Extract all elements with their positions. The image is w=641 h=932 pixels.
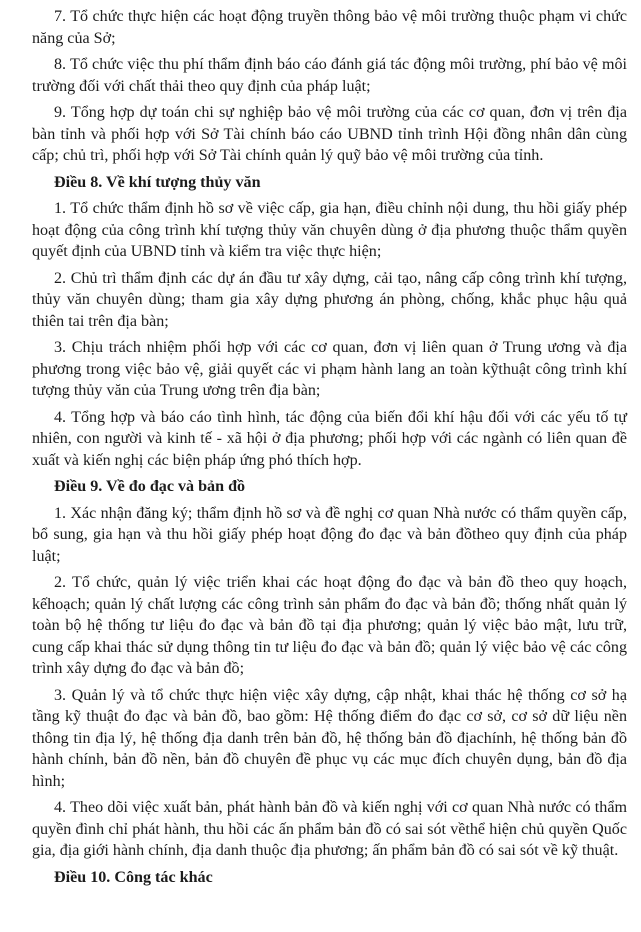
article-8-clause-3: 3. Chịu trách nhiệm phối hợp với các cơ quan, đơn vị liên quan ở Trung ương và địa phương trong việc bảo vệ, giải quyết các vi phạm hành lang an toàn kỹthuật công trình khí tượng thủy văn của Trung ương trên địa bàn;	[32, 339, 627, 399]
article-9-heading: Điều 9. Về đo đạc và bản đồ	[54, 478, 246, 495]
article-8-heading: Điều 8. Về khí tượng thủy văn	[54, 173, 261, 191]
article-9-clause-2: 2. Tổ chức, quản lý việc triển khai các hoạt động đo đạc và bản đồ theo quy hoạch, kếhoạch; quản lý chất lượng các công trình sản phẩm đo đạc và bản đồ; thống nhất quản lý toàn bộ hệ thống tư liệu đo đạc và bản đồ tại địa phương; quản lý việc bảo mật, lưu trữ, cung cấp khai thác sử dụng thông tin tư liệu đo đạc và bản đồ; quản lý việc bảo vệ các công trình xây dựng đo đạc và bản đồ;	[32, 574, 627, 677]
clause-8-environment-fees: 8. Tổ chức việc thu phí thẩm định báo cáo đánh giá tác động môi trường, phí bảo vệ môi trường đối với chất thải theo quy định của pháp luật;	[32, 56, 627, 95]
article-10-heading: Điều 10. Công tác khác	[54, 868, 213, 886]
article-9-clause-4: 4. Theo dõi việc xuất bản, phát hành bản đồ và kiến nghị với cơ quan Nhà nước có thẩm quyền đình chỉ phát hành, thu hồi các ấn phẩm bản đồ có sai sót vềthể hiện chủ quyền Quốc gia, địa giới hành chính, địa danh thuộc địa phương; ấn phẩm bản đồ có sai sót về kỹ thuật.	[32, 799, 627, 859]
article-9-clause-1: 1. Xác nhận đăng ký; thẩm định hồ sơ và đề nghị cơ quan Nhà nước có thẩm quyền cấp, bổ sung, gia hạn và thu hồi giấy phép hoạt động đo đạc và bản đồtheo quy định của pháp luật;	[32, 504, 627, 565]
article-8-clause-2: 2. Chủ trì thẩm định các dự án đầu tư xây dựng, cải tạo, nâng cấp công trình khí tượng, thủy văn chuyên dùng; tham gia xây dựng phương án phòng, chống, khắc phục hậu quả thiên tai trên địa bàn;	[32, 269, 627, 330]
article-8-clause-4: 4. Tổng hợp và báo cáo tình hình, tác động của biến đổi khí hậu đối với các yếu tố tự nhiên, con người và kinh tế - xã hội ở địa phương; phối hợp với các ngành có liên quan đề xuất và kiến nghị các biện pháp ứng phó thích hợp.	[32, 408, 627, 469]
article-9-clause-3: 3. Quản lý và tổ chức thực hiện việc xây dựng, cập nhật, khai thác hệ thống cơ sở hạ tầng kỹ thuật đo đạc và bản đồ, bao gồm: Hệ thống điểm đo đạc cơ sở, cơ sở dữ liệu nền thông tin địa lý, hệ thống địa danh trên bản đồ, hệ thống bản đồ địachính, hệ thống bản đồ hành chính, bản đồ nền, bản đồ chuyên đề phục vụ các mục đích chuyên dụng, bản đồ địa hình;	[32, 686, 627, 790]
article-8-clause-1: 1. Tổ chức thẩm định hồ sơ về việc cấp, gia hạn, điều chỉnh nội dung, thu hồi giấy phép hoạt động của công trình khí tượng thủy văn chuyên dùng ở địa phương thuộc thẩm quyền quyết định của UBND tỉnh và kiểm tra việc thực hiện;	[32, 200, 627, 260]
clause-9-environment-budget: 9. Tổng hợp dự toán chi sự nghiệp bảo vệ môi trường của các cơ quan, đơn vị trên địa bàn tỉnh và phối hợp với Sở Tài chính báo cáo UBND tỉnh trình Hội đồng nhân dân cùng cấp; chủ trì, phối hợp với Sở Tài chính quản lý quỹ bảo vệ môi trường của tỉnh.	[32, 104, 627, 164]
clause-7-environment-communication: 7. Tổ chức thực hiện các hoạt động truyền thông bảo vệ môi trường thuộc phạm vi chức năng của Sở;	[32, 8, 627, 47]
